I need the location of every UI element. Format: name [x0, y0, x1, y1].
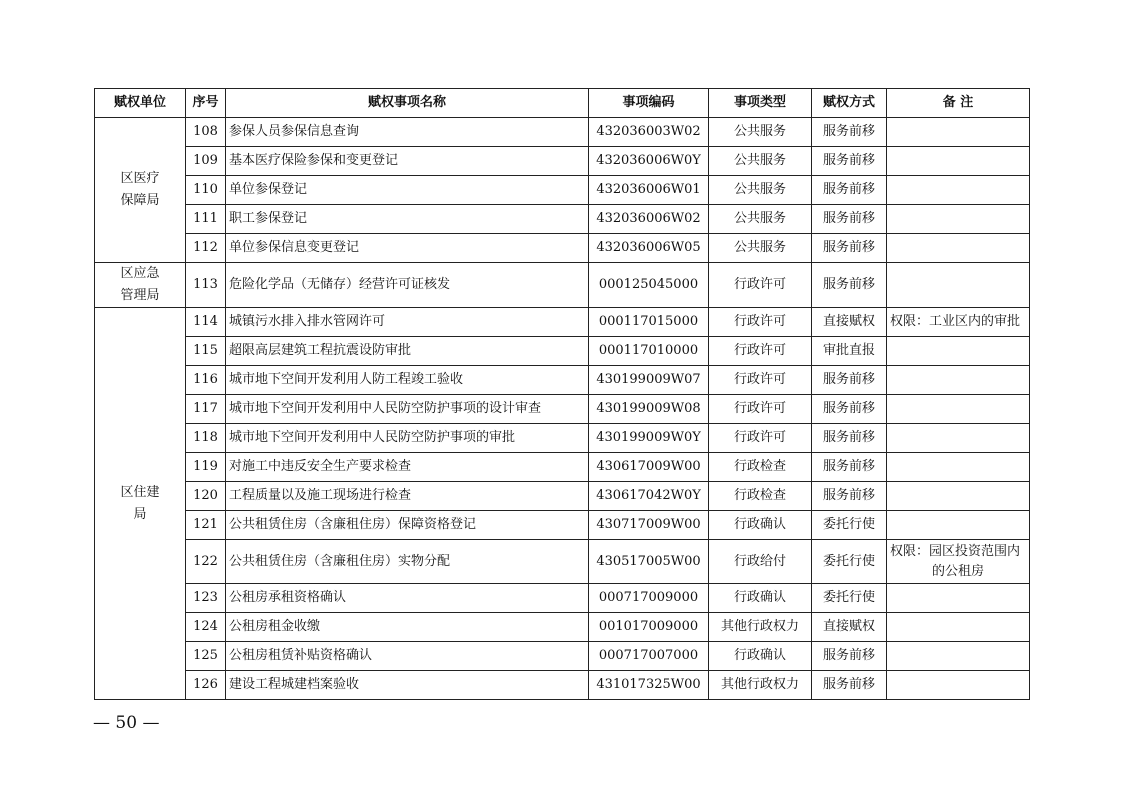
item-method: 服务前移 — [812, 205, 887, 234]
item-number: 123 — [186, 584, 226, 613]
item-type: 行政确认 — [709, 584, 812, 613]
item-name: 公租房租赁补贴资格确认 — [226, 642, 589, 671]
page-number: — 50 — — [93, 713, 160, 733]
item-method: 服务前移 — [812, 263, 887, 308]
item-type: 公共服务 — [709, 176, 812, 205]
item-number: 114 — [186, 308, 226, 337]
item-method: 审批直报 — [812, 337, 887, 366]
item-note-line: 的公租房 — [931, 563, 984, 579]
table-row — [95, 642, 1030, 671]
table-row — [95, 118, 1030, 147]
item-name: 公共租赁住房（含廉租住房）实物分配 — [226, 540, 589, 584]
table-row — [95, 263, 1030, 308]
item-code: 430199009W08 — [589, 395, 709, 424]
item-note — [887, 176, 1030, 205]
item-name: 公租房租金收缴 — [226, 613, 589, 642]
item-name: 单位参保信息变更登记 — [226, 234, 589, 263]
item-note — [887, 671, 1030, 700]
item-note — [887, 424, 1030, 453]
item-note — [887, 613, 1030, 642]
item-type: 其他行政权力 — [709, 671, 812, 700]
item-code: 432036003W02 — [589, 118, 709, 147]
item-name: 超限高层建筑工程抗震设防审批 — [226, 337, 589, 366]
item-code: 000125045000 — [589, 263, 709, 308]
item-code: 000717007000 — [589, 642, 709, 671]
item-code: 432036006W05 — [589, 234, 709, 263]
item-number: 121 — [186, 511, 226, 540]
item-note-line: 权限：园区投资范围内 — [890, 543, 1021, 559]
item-method: 服务前移 — [812, 453, 887, 482]
item-method: 服务前移 — [812, 147, 887, 176]
item-number: 109 — [186, 147, 226, 176]
item-type: 行政许可 — [709, 366, 812, 395]
item-method: 直接赋权 — [812, 613, 887, 642]
item-number: 115 — [186, 337, 226, 366]
item-method: 服务前移 — [812, 118, 887, 147]
item-method: 服务前移 — [812, 395, 887, 424]
table-row — [95, 205, 1030, 234]
table-row — [95, 337, 1030, 366]
item-number: 110 — [186, 176, 226, 205]
item-note-line: 权限：工业区内的审批 — [890, 314, 1021, 329]
item-code: 430617042W0Y — [589, 482, 709, 511]
table-row — [95, 584, 1030, 613]
item-type: 行政检查 — [709, 482, 812, 511]
item-method: 委托行使 — [812, 511, 887, 540]
item-note — [887, 482, 1030, 511]
table-row — [95, 424, 1030, 453]
item-method: 服务前移 — [812, 234, 887, 263]
item-method: 委托行使 — [812, 540, 887, 584]
item-type: 行政许可 — [709, 395, 812, 424]
unit-cell — [95, 308, 186, 700]
unit-label: 区应急管理局 — [120, 266, 160, 303]
item-type: 行政确认 — [709, 642, 812, 671]
unit-label: 区医疗保障局 — [120, 171, 160, 208]
item-code: 431017325W00 — [589, 671, 709, 700]
table-row — [95, 540, 1030, 584]
unit-cell — [95, 263, 186, 308]
item-number: 125 — [186, 642, 226, 671]
table-row — [95, 482, 1030, 511]
item-note — [887, 584, 1030, 613]
header-unit: 赋权单位 — [95, 89, 186, 118]
item-number: 112 — [186, 234, 226, 263]
item-type: 行政许可 — [709, 263, 812, 308]
item-note — [887, 511, 1030, 540]
item-method: 委托行使 — [812, 584, 887, 613]
item-number: 118 — [186, 424, 226, 453]
item-type: 公共服务 — [709, 205, 812, 234]
table-row — [95, 176, 1030, 205]
item-type: 公共服务 — [709, 147, 812, 176]
item-name: 建设工程城建档案验收 — [226, 671, 589, 700]
item-code: 432036006W02 — [589, 205, 709, 234]
table-row — [95, 147, 1030, 176]
header-type: 事项类型 — [709, 89, 812, 118]
item-note — [887, 263, 1030, 308]
item-number: 116 — [186, 366, 226, 395]
item-name: 城市地下空间开发利用人防工程竣工验收 — [226, 366, 589, 395]
item-code: 430617009W00 — [589, 453, 709, 482]
item-code: 432036006W01 — [589, 176, 709, 205]
item-note — [887, 234, 1030, 263]
item-method: 服务前移 — [812, 366, 887, 395]
item-method: 服务前移 — [812, 424, 887, 453]
item-type: 行政许可 — [709, 424, 812, 453]
item-method: 服务前移 — [812, 642, 887, 671]
item-number: 119 — [186, 453, 226, 482]
item-type: 行政许可 — [709, 308, 812, 337]
item-number: 117 — [186, 395, 226, 424]
item-type: 行政许可 — [709, 337, 812, 366]
unit-cell — [95, 118, 186, 263]
item-name: 城市地下空间开发利用中人民防空防护事项的审批 — [226, 424, 589, 453]
unit-label: 区住建局 — [120, 484, 160, 522]
item-name: 单位参保登记 — [226, 176, 589, 205]
header-name: 赋权事项名称 — [226, 89, 589, 118]
table-row — [95, 511, 1030, 540]
item-name: 城镇污水排入排水管网许可 — [226, 308, 589, 337]
item-method: 直接赋权 — [812, 308, 887, 337]
header-note: 备 注 — [887, 89, 1030, 118]
table-row — [95, 453, 1030, 482]
item-number: 111 — [186, 205, 226, 234]
item-name: 公共租赁住房（含廉租住房）保障资格登记 — [226, 511, 589, 540]
table-row — [95, 234, 1030, 263]
item-code: 000717009000 — [589, 584, 709, 613]
item-name: 公租房承租资格确认 — [226, 584, 589, 613]
header-code: 事项编码 — [589, 89, 709, 118]
authorization-table — [94, 88, 1030, 700]
table-row — [95, 395, 1030, 424]
item-name: 对施工中违反安全生产要求检查 — [226, 453, 589, 482]
item-note — [887, 395, 1030, 424]
item-note — [887, 337, 1030, 366]
item-note — [887, 642, 1030, 671]
item-method: 服务前移 — [812, 671, 887, 700]
item-number: 120 — [186, 482, 226, 511]
table-header-row — [95, 89, 1030, 118]
table-row — [95, 613, 1030, 642]
item-code: 430717009W00 — [589, 511, 709, 540]
item-note — [887, 308, 1030, 337]
item-type: 行政检查 — [709, 453, 812, 482]
item-number: 126 — [186, 671, 226, 700]
item-number: 124 — [186, 613, 226, 642]
item-type: 行政确认 — [709, 511, 812, 540]
item-note — [887, 366, 1030, 395]
item-code: 430199009W0Y — [589, 424, 709, 453]
table-row — [95, 366, 1030, 395]
item-code: 000117010000 — [589, 337, 709, 366]
item-note — [887, 147, 1030, 176]
item-note — [887, 453, 1030, 482]
item-type: 行政给付 — [709, 540, 812, 584]
item-number: 113 — [186, 263, 226, 308]
item-method: 服务前移 — [812, 176, 887, 205]
item-name: 工程质量以及施工现场进行检查 — [226, 482, 589, 511]
item-name: 基本医疗保险参保和变更登记 — [226, 147, 589, 176]
item-name: 参保人员参保信息查询 — [226, 118, 589, 147]
item-code: 432036006W0Y — [589, 147, 709, 176]
item-type: 公共服务 — [709, 234, 812, 263]
item-number: 122 — [186, 540, 226, 584]
item-code: 430517005W00 — [589, 540, 709, 584]
item-name: 职工参保登记 — [226, 205, 589, 234]
item-note — [887, 540, 1030, 584]
item-number: 108 — [186, 118, 226, 147]
item-code: 001017009000 — [589, 613, 709, 642]
item-note — [887, 118, 1030, 147]
item-code: 430199009W07 — [589, 366, 709, 395]
item-note — [887, 205, 1030, 234]
table-row — [95, 671, 1030, 700]
header-method: 赋权方式 — [812, 89, 887, 118]
header-no: 序号 — [186, 89, 226, 118]
item-name: 危险化学品（无储存）经营许可证核发 — [226, 263, 589, 308]
item-method: 服务前移 — [812, 482, 887, 511]
item-type: 其他行政权力 — [709, 613, 812, 642]
item-type: 公共服务 — [709, 118, 812, 147]
item-name: 城市地下空间开发利用中人民防空防护事项的设计审查 — [226, 395, 589, 424]
table-row — [95, 308, 1030, 337]
item-code: 000117015000 — [589, 308, 709, 337]
